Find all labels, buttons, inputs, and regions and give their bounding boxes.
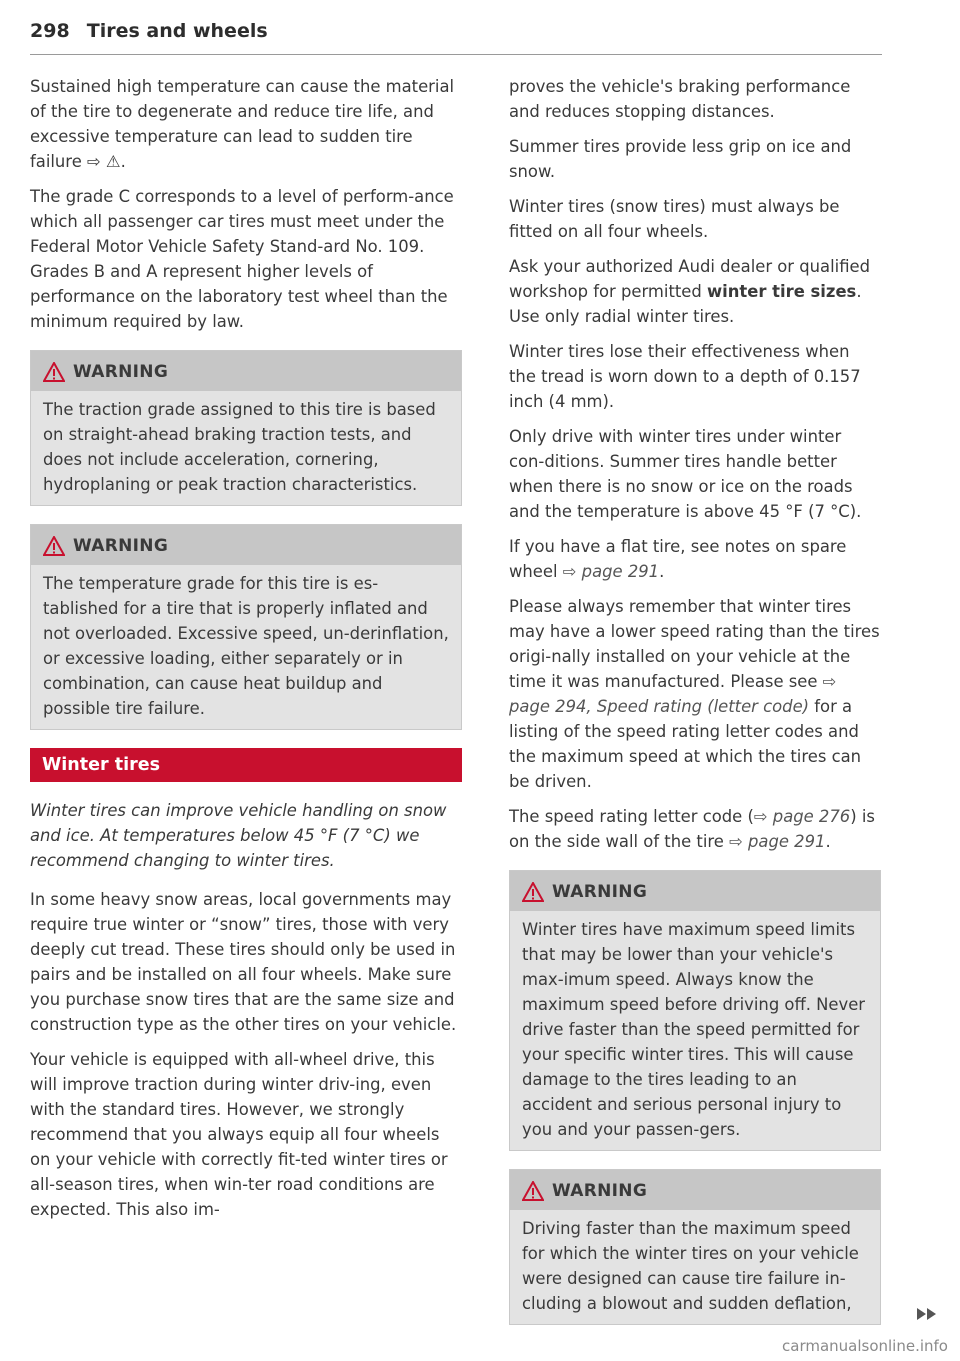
paragraph: Winter tires (snow tires) must always be fitted on all four wheels. — [509, 197, 840, 241]
page-reference-link[interactable]: ⇨ page 291 — [562, 562, 660, 581]
warning-header — [510, 1170, 880, 1210]
page-number: 298 — [30, 20, 70, 42]
warning-text: Driving faster than the maximum speed for which the winter tires on your vehicle were designed can cause tire failure in-cluding a blowout and sudden deflation, — [522, 1219, 859, 1313]
continued-arrow-icon — [917, 1308, 926, 1320]
paragraph: In some heavy snow areas, local governments may require true winter or “snow” tires, those with very deeply cut tread. These tires should only be used in pairs and be installed on all four wheels. Make sure you purchase snow tires that are the same size and construction type as the other tires on your vehicle. — [30, 890, 457, 1034]
paragraph: Summer tires provide less grip on ice and snow. — [509, 137, 852, 181]
paragraph — [509, 804, 881, 854]
page-header — [30, 20, 882, 55]
text: for a listing of the speed rating letter codes and the maximum speed at which the tires can be driven. — [509, 697, 862, 791]
text: Ask your authorized Audi dealer or qualified workshop for permitted — [509, 257, 871, 301]
left-column — [30, 74, 462, 1232]
paragraph: Only drive with winter tires under winter con-ditions. Summer tires handle better when there is no snow or ice on the roads and the temperature is above 45 °F (7 °C). — [509, 427, 862, 521]
warning-header — [31, 351, 461, 391]
right-column — [509, 74, 881, 1343]
warning-header — [31, 525, 461, 565]
paragraph: Sustained high temperature can cause the material of the tire to degenerate and reduce tire life, and excessive temperature can lead to sudden tire failure ⇨ ⚠. — [30, 77, 455, 171]
page-reference-link[interactable]: ⇨ page 291 — [729, 832, 826, 851]
continued-arrow-icon — [927, 1308, 936, 1320]
text: Please always remember that winter tires may have a lower speed rating than the tires origi-nally installed on your vehicle at the time it was manufactured. Please see — [509, 597, 880, 691]
warning-box — [30, 524, 462, 730]
page-reference-link[interactable]: ⇨ page 276 — [753, 807, 851, 826]
warning-label: WARNING — [73, 535, 169, 556]
paragraph — [509, 594, 881, 794]
warning-triangle-icon — [43, 362, 65, 382]
warning-header — [510, 871, 880, 911]
paragraph — [509, 534, 881, 584]
warning-triangle-icon — [522, 882, 544, 902]
paragraph: proves the vehicle's braking performance and reduces stopping distances. — [509, 77, 851, 121]
bold-term: winter tire sizes — [707, 282, 857, 301]
warning-text: Winter tires have maximum speed limits that may be lower than your vehicle's max-imum speed. Always know the maximum speed before driving off. Never drive faster than the speed permitted for your specific winter tires. This will cause damage to the tires leading to an accident and serious personal injury to you and your passen-gers. — [522, 920, 866, 1139]
warning-label: WARNING — [73, 361, 169, 382]
warning-label: WARNING — [552, 1180, 648, 1201]
text: The speed rating letter code ( — [509, 807, 754, 826]
text: . — [659, 562, 665, 581]
warning-text: The temperature grade for this tire is es-tablished for a tire that is properly inflated and not overloaded. Excessive speed, un-derinflation, or excessive loading, either separately or in combination, can cause heat buildup and possible tire failure. — [43, 574, 449, 718]
text: If you have a flat tire, see notes on spare wheel — [509, 537, 847, 581]
warning-box — [30, 350, 462, 506]
section-heading-winter-tires: Winter tires — [30, 748, 462, 782]
warning-triangle-icon — [43, 536, 65, 556]
warning-box — [509, 1169, 881, 1325]
warning-label: WARNING — [552, 881, 648, 902]
paragraph: Winter tires lose their effectiveness when the tread is worn down to a depth of 0.157 inch (4 mm). — [509, 342, 861, 411]
page-title: Tires and wheels — [86, 20, 268, 42]
text: . Use only radial winter tires. — [509, 282, 862, 326]
section-intro: Winter tires can improve vehicle handling on snow and ice. At temperatures below 45 °F (7 °C) we recommend changing to winter tires. — [30, 801, 447, 870]
text: ) is on the side wall of the tire — [509, 807, 875, 851]
warning-triangle-icon — [522, 1181, 544, 1201]
text: . — [825, 832, 831, 851]
paragraph: Your vehicle is equipped with all-wheel drive, this will improve traction during winter driv-ing, even with the standard tires. However, we strongly recommend that you always equip all four wheels on your vehicle with correctly fit-ted winter tires or all-season tires, when win-ter road conditions are expected. This also im- — [30, 1050, 448, 1219]
page-reference-link[interactable]: ⇨ page 294, Speed rating (letter code) — [509, 672, 837, 716]
paragraph: The grade C corresponds to a level of perform-ance which all passenger car tires must meet under the Federal Motor Vehicle Safety Stand-ard No. 109. Grades B and A represent higher levels of performance on the laboratory test wheel than the minimum required by law. — [30, 187, 454, 331]
warning-text: The traction grade assigned to this tire is based on straight-ahead braking traction tests, and does not include acceleration, cornering, hydroplaning or peak traction characteristics. — [43, 400, 436, 494]
warning-box — [509, 870, 881, 1151]
watermark: carmanualsonline.info — [782, 1337, 948, 1355]
paragraph — [509, 254, 881, 329]
